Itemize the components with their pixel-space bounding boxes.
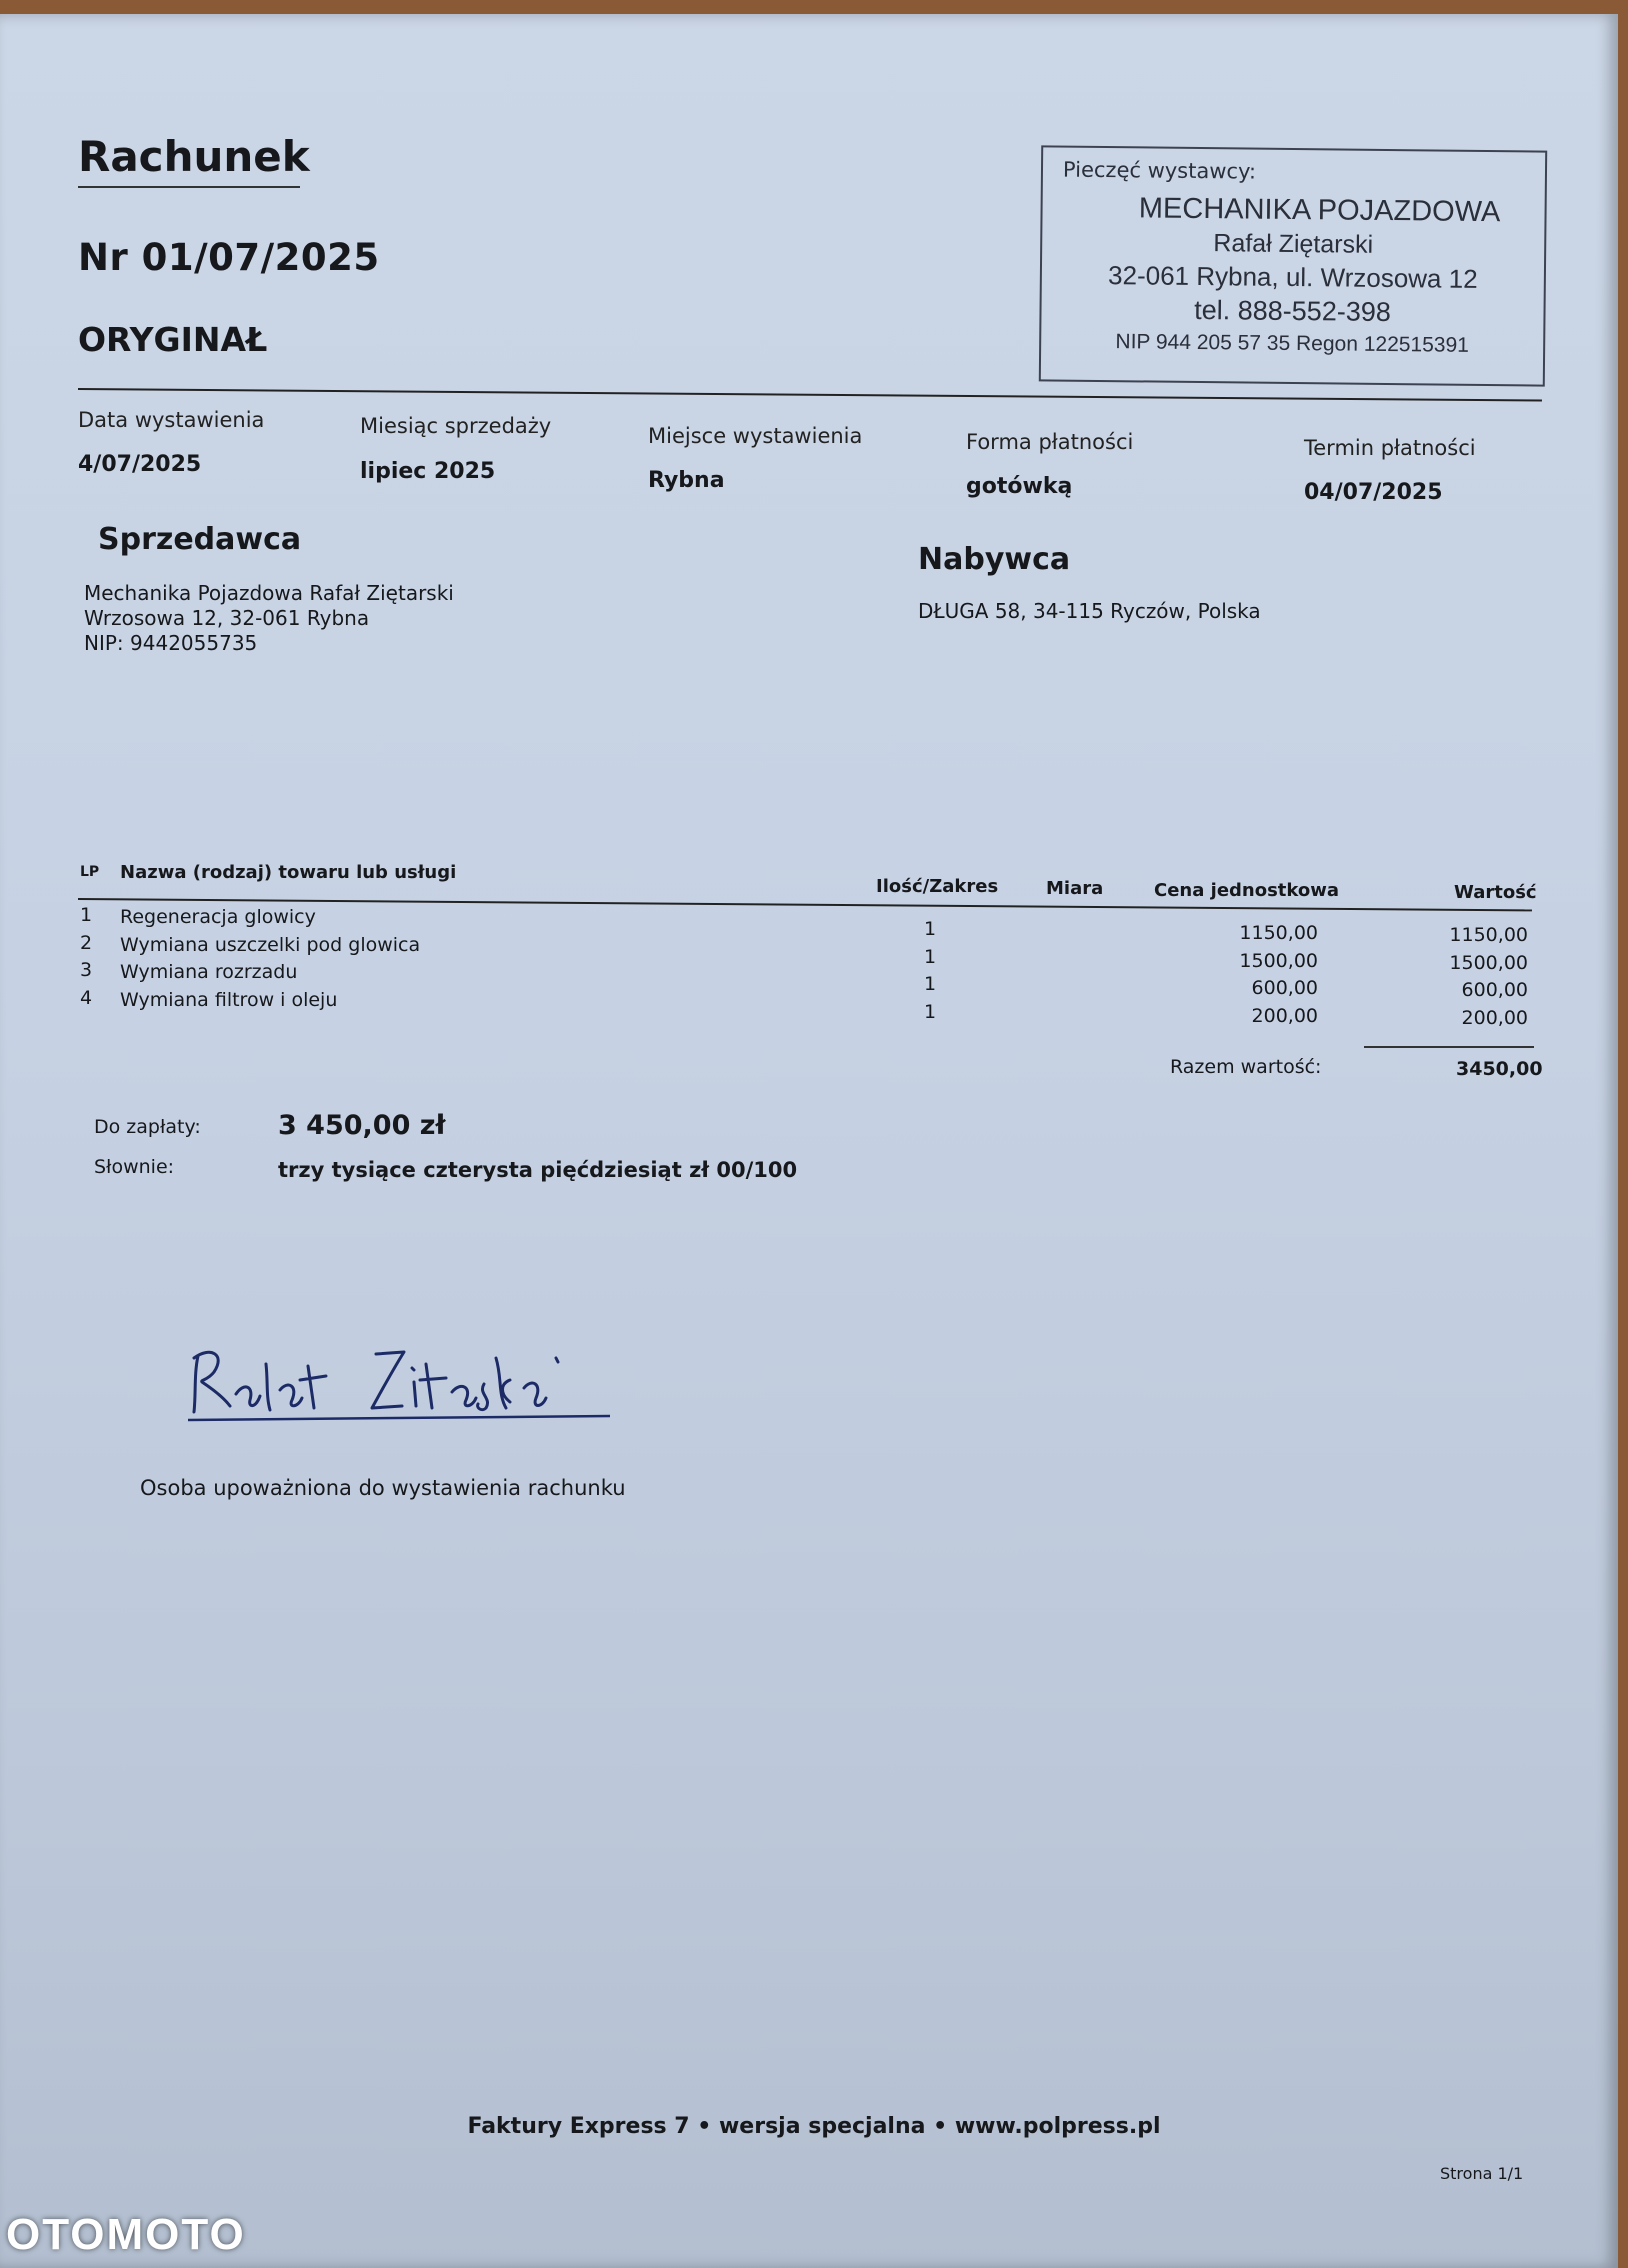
issue-date-value: 4/07/2025: [78, 452, 202, 477]
col-qty-header: Ilość/Zakres: [876, 876, 999, 897]
document-number: Nr 01/07/2025: [78, 236, 380, 279]
payment-form-value: gotówką: [966, 474, 1073, 499]
row-name: Wymiana filtrow i oleju: [120, 989, 338, 1011]
seller-nip: NIP: 9442055735: [84, 631, 258, 655]
row-value: 1150,00: [1449, 924, 1528, 946]
signature-caption: Osoba upoważniona do wystawienia rachunku: [140, 1476, 626, 1500]
sale-month-label: Miesiąc sprzedaży: [360, 414, 552, 438]
copy-type: ORYGINAŁ: [78, 320, 268, 359]
document-page: [0, 14, 1618, 2268]
row-value: 1500,00: [1449, 952, 1528, 974]
row-name: Wymiana uszczelki pod glowica: [120, 934, 421, 956]
row-value: 600,00: [1461, 979, 1528, 1001]
amount-due-value: 3 450,00 zł: [278, 1110, 446, 1141]
row-lp: 3: [80, 959, 93, 981]
row-value: 200,00: [1461, 1007, 1528, 1029]
row-qty: 1: [924, 918, 937, 940]
page-number: Strona 1/1: [1440, 2164, 1524, 2183]
issue-place-value: Rybna: [648, 468, 725, 493]
col-name-header: Nazwa (rodzaj) towaru lub usługi: [120, 862, 457, 883]
issuer-stamp: [1039, 145, 1547, 386]
row-name: Regeneracja glowicy: [120, 906, 316, 928]
total-value: 3450,00: [1456, 1058, 1543, 1080]
row-price: 600,00: [1251, 977, 1318, 999]
amount-words-value: trzy tysiące czterysta pięćdziesiąt zł 00/100: [278, 1158, 798, 1182]
issue-date-label: Data wystawienia: [78, 408, 265, 432]
col-price-header: Cena jednostkowa: [1154, 880, 1340, 901]
row-price: 200,00: [1251, 1005, 1318, 1027]
signature-image: [180, 1324, 620, 1434]
stamp-address: 32-061 Rybna, ul. Wrzosowa 12: [1107, 260, 1478, 294]
amount-words-label: Słownie:: [94, 1156, 175, 1178]
stamp-nip-regon: NIP 944 205 57 35 Regon 122515391: [1115, 330, 1470, 357]
table-row: [0, 987, 1628, 1029]
row-lp: 1: [80, 904, 93, 926]
col-lp-header: LP: [80, 864, 100, 880]
stamp-label: Pieczęć wystawcy:: [1062, 157, 1257, 184]
row-qty: 1: [924, 946, 937, 968]
footer-text: Faktury Express 7 • wersja specjalna • www.polpress.pl: [467, 2114, 1161, 2139]
stamp-company: MECHANIKA POJAZDOWA: [1138, 192, 1501, 229]
sale-month-value: lipiec 2025: [360, 459, 496, 484]
row-name: Wymiana rozrzadu: [120, 961, 298, 983]
col-value-header: Wartość: [1454, 882, 1537, 903]
col-unit-header: Miara: [1046, 878, 1104, 899]
seller-address: Wrzosowa 12, 32-061 Rybna: [84, 606, 370, 630]
row-lp: 2: [80, 932, 93, 954]
seller-title: Sprzedawca: [98, 522, 302, 557]
stamp-owner: Rafał Ziętarski: [1213, 229, 1374, 259]
header-divider: [78, 388, 1542, 401]
row-lp: 4: [80, 987, 93, 1009]
payment-due-label: Termin płatności: [1304, 436, 1476, 460]
row-price: 1150,00: [1239, 922, 1318, 944]
buyer-address: DŁUGA 58, 34-115 Ryczów, Polska: [918, 599, 1261, 623]
title-underline: [78, 186, 300, 188]
watermark-logo: OTOMOTO: [6, 2210, 246, 2259]
document-title: Rachunek: [78, 132, 310, 181]
issue-place-label: Miejsce wystawienia: [648, 424, 863, 448]
row-price: 1500,00: [1239, 950, 1318, 972]
payment-due-value: 04/07/2025: [1304, 480, 1443, 505]
row-qty: 1: [924, 973, 937, 995]
buyer-title: Nabywca: [918, 542, 1071, 577]
row-qty: 1: [924, 1001, 937, 1023]
total-rule: [1364, 1046, 1534, 1048]
payment-form-label: Forma płatności: [966, 430, 1134, 454]
amount-due-label: Do zapłaty:: [94, 1116, 201, 1138]
total-label: Razem wartość:: [1170, 1056, 1322, 1078]
seller-name: Mechanika Pojazdowa Rafał Ziętarski: [84, 581, 454, 605]
stamp-phone: tel. 888-552-398: [1194, 294, 1392, 328]
